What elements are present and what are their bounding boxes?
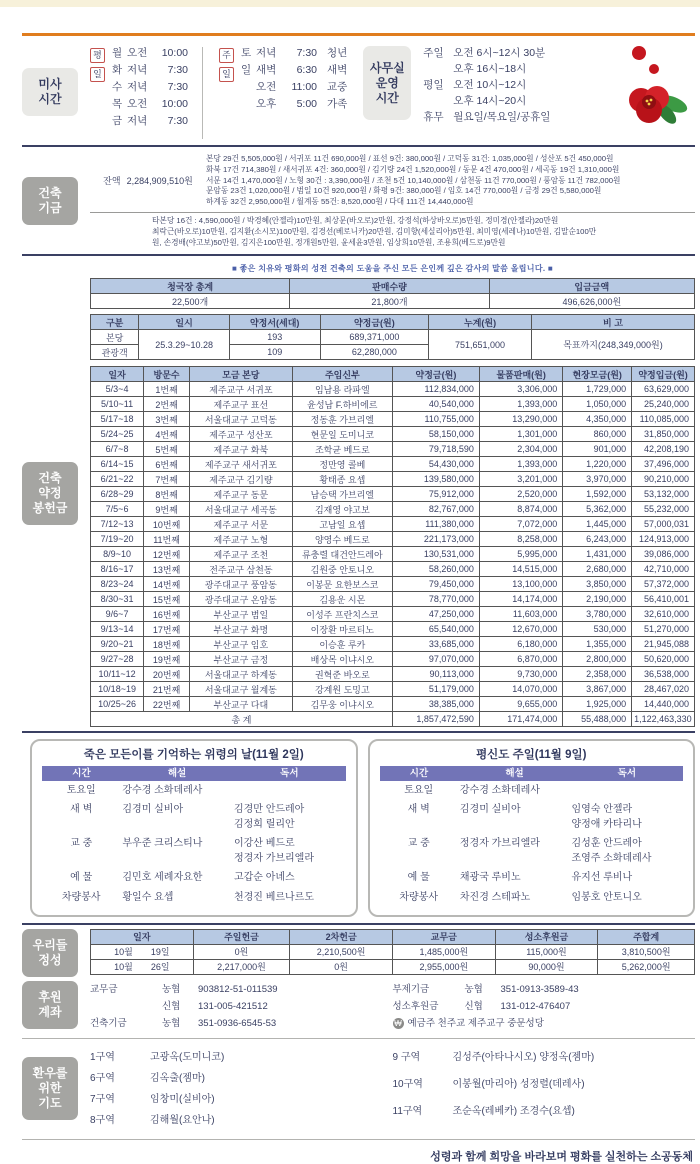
pledge-detail-row: 7/12~13 10번째 제주교구 서문 고남일 요셉 111,380,000 7,072,000 1,445,000 57,000,031 xyxy=(91,517,695,532)
weekday-mass-row: 금 저녁 7:30 xyxy=(112,115,188,127)
sales-summary-row: 22,500개 21,800개 496,626,000원 xyxy=(91,294,695,309)
reader-name: 정경자 가브리엘라 xyxy=(233,852,314,864)
duty-row: 토요일 강수경 소화데레사 xyxy=(66,784,203,796)
memorial-duty-box: 죽은 모든이를 기억하는 위령의 날(11월 2일) 시간 해설 독서 토요일 강수경 소화데레사 새 벽 김경미 실비아 김경만 안드레아 김정희 릴리안 교 중 부우준 크리스티나 이강산 베드로 정경자 가브리엘라 예 물 김민호 세례자요한 고갑순 아녜스 차량봉사 황일수 요셉 천경진 베르나르도 xyxy=(30,739,358,917)
weekday-badge: 일 xyxy=(90,67,105,82)
office-hours-row: 오후 14시~20시 xyxy=(453,95,527,107)
duty-row: 토요일 강수경 소화데레사 xyxy=(404,784,540,796)
pledge-summary-table: 구분 일시 약정서(세대) 약정금(원) 누계(원) 비 고 본당 25.3.29~10.28 193 689,371,000 751,651,000 목표까지(248,349,000원) 관광객 109 62,280,000 xyxy=(90,314,695,360)
pledge-summary-row: 본당 25.3.29~10.28 193 689,371,000 751,651,000 목표까지(248,349,000원) xyxy=(91,330,695,345)
duty-row: 교 중 부우준 크리스티나 이강산 베드로 정경자 가브리엘라 xyxy=(42,835,346,869)
fund-other-line: 원, 손경배(야고보)50만원, 김지은100만원, 정개원5만원, 윤세윤3만원, 임상희10만원, 조용희(베드로)9만원 xyxy=(152,237,506,247)
account-holder: ₩ 예금주 천주교 제주교구 중문성당 xyxy=(394,1017,544,1029)
pledge-section xyxy=(22,260,695,727)
fund-detail-line: 서문 14건 1,470,000원 / 노형 30건 : 3,390,000원 / 조천 5건 10,140,000원 / 삼천동 11건 770,000원 / 풍암동 11건 782,000원 xyxy=(206,175,621,185)
prayer-row: 11구역 조순옥(레베카) 조경수(요셉) xyxy=(392,1105,575,1117)
fund-detail-line: 하계동 32건 2,950,000원 / 월계동 55건: 8,520,000원 / 다대 111건 14,440,000원 xyxy=(206,197,474,207)
reader-name: 이강산 베드로 xyxy=(233,838,295,850)
account-row: 교무금 농협 903812-51-011539 xyxy=(90,983,278,995)
weekday-mass-row: 화 저녁 7:30 xyxy=(112,64,188,76)
pledge-detail-row: 6/14~15 6번째 제주교구 새서귀포 정만영 콜베 54,430,000 1,393,000 1,220,000 37,496,000 xyxy=(91,457,695,472)
section-divider xyxy=(22,1139,695,1140)
duty-row: 예 물 채광국 루비노 유지선 루비나 xyxy=(380,869,684,889)
sunday-mass-row: 오후 5:00 가족 xyxy=(256,98,348,110)
prayer-label: 환우를 위한 기도 xyxy=(22,1057,78,1120)
lay-sunday-title: 평신도 주일(11월 9일) xyxy=(476,749,587,762)
accounts-label: 후원 계좌 xyxy=(22,981,78,1029)
fund-other-parish-row xyxy=(90,213,695,250)
prayer-row: 6구역 김옥출(젬마) xyxy=(90,1072,205,1084)
pledge-detail-row: 10/25~26 22번째 부산교구 다대 김무웅 이냐시오 38,385,000 9,655,000 1,925,000 14,440,000 xyxy=(91,697,695,712)
offering-row: 10월 26일 2,217,000원 0원 2,955,000원 90,000원 5,262,000원 xyxy=(91,959,695,974)
weekday-mass-row: 월 오전 10:00 xyxy=(112,47,188,59)
office-hours-row: 오후 16시~18시 xyxy=(453,63,527,75)
mass-times-section xyxy=(22,42,695,141)
prayer-row: 1구역 고광옥(도미니코) xyxy=(90,1051,225,1063)
pledge-detail-row: 9/20~21 18번째 부산교구 임호 이승훈 루카 33,685,000 6,180,000 1,355,000 21,945,088 xyxy=(91,637,695,652)
pledge-detail-row: 6/7~8 5번째 제주교구 화북 조학균 베드로 79,718,590 2,304,000 901,000 42,208,190 xyxy=(91,442,695,457)
fund-detail-line: 문암동 23건 1,020,000원 / 범일 10건 920,000원 / 화평 9건: 380,000원 / 임호 14건 770,000원 / 금정 29건 5,580,000원 xyxy=(206,186,602,196)
duty-row: 예 물 김민호 세례자요한 고갑순 아녜스 xyxy=(42,869,346,889)
section-divider xyxy=(22,145,695,147)
reader-name: 양정애 카타리나 xyxy=(571,818,642,830)
office-hours xyxy=(363,45,550,141)
pledge-detail-row: 9/6~7 16번째 부산교구 범일 이성주 프란치스코 47,250,000 11,603,000 3,780,000 32,610,000 xyxy=(91,607,695,622)
weekday-badge: 평 xyxy=(90,48,105,63)
sunday-mass-row: 오전 11:00 교중 xyxy=(256,81,348,93)
reader-name: 김정희 릴리안 xyxy=(233,818,295,830)
reader-name: 김성훈 안드레아 xyxy=(571,838,642,850)
footer-motto: 성령과 함께 희망을 바라보며 평화를 실천하는 소공동체 xyxy=(430,1150,693,1163)
weekday-masses xyxy=(90,45,188,141)
duty-row: 차량봉사 황일수 요셉 천경진 베르나르도 xyxy=(42,888,346,908)
fund-detail-line: 화북 17건 714,380원 / 새서귀포 4건: 360,000원 / 김기량 24건 1,520,000원 / 동문 4건 470,000원 / 세곡동 19건 1,310,000원 xyxy=(206,164,620,174)
pledge-detail-table: 일자 방문수 모금 본당 주임신부 약정금(원) 물품판매(원) 현장모금(원) 약정입금(원) 5/3~4 1번째 제주교구 서귀포 임남용 라파엘 112,834,000 3,306,000 1,729,000 63,629,000 5/10~11 2번째 제주교구 표선 윤성남 F.하비에르 40,540,000 1,393,000 1,050,000 25,240,000 5/17~18 3번째 서울대교구 고덕동 정동훈 가브리엘 110,755,000 13,290,000 4,350,000 110,085,000 5/24~25 4번째 제주교구 성산포 현문일 도미니코 58,150,000 1,301,000 860,000 31,850,000 6/7~8 5번째 제주교구 화북 조학균 베드로 79,718,590 2,304,000 901,000 42,208,190 6/14~15 6번째 제주교구 새서귀포 정만영 콜베 54,430,000 1,393,000 1,220,000 37,496,000 6/21~22 7번째 제주교구 김기량 황태종 요셉 139,580,000 3,201,000 3,970,000 90,210,000 6/28~29 8번째 제주교구 동문 남승택 가브리엘 75,912,000 2,520,000 1,592,000 53,132,000 7/5~6 9번째 서울대교구 세곡동 김재영 야고보 82,767,000 8,874,000 5,362,000 55,232,000 7/12~13 10번째 제주교구 서문 고남일 요셉 111,380,000 7,072,000 1,445,000 57,000,031 7/19~20 11번째 제주교구 노형 양영수 베드로 221,173,000 8,258,000 6,243,000 124,913,000 8/9~10 12번째 제주교구 조천 류충렬 대건안드레아 130,531,000 5,995,000 1,431,000 39,086,000 8/16~17 13번째 전주교구 삼천동 김원중 안토니오 58,260,000 14,515,000 2,680,000 42,710,000 8/23~24 14번째 광주대교구 풍암동 이봉문 요한보스코 79,450,000 13,100,000 3,850,000 57,372,000 8/30~31 15번째 광주대교구 온암동 김용운 시몬 78,770,000 14,174,000 2,190,000 56,410,001 9/6~7 16번째 부산교구 범일 이성주 프란치스코 47,250,000 11,603,000 3,780,000 32,610,000 9/13~14 17번째 부산교구 화명 이장환 마르티노 65,540,000 12,670,000 530,000 51,270,000 9/20~21 18번째 부산교구 임호 이승훈 루카 33,685,000 6,180,000 1,355,000 21,945,088 9/27~28 19번째 부산교구 금정 배상목 이냐시오 97,070,000 6,870,000 2,800,000 50,620,000 10/11~12 20번째 서울대교구 하계동 권혁준 바오로 90,113,000 9,730,000 2,358,000 36,538,000 10/18~19 21번째 서울대교구 월계동 강계원 도밍고 51,179,000 14,070,000 3,867,000 28,467,020 10/25~26 22번째 부산교구 다대 김무웅 이냐시오 38,385,000 9,655,000 1,925,000 14,440,000 총 계 1,857,472,590 171,474,000 55,488,000 1,122,463,330 xyxy=(90,366,695,727)
thanks-slogan: ■ 좋은 치유와 평화의 성전 건축의 도움을 주신 모든 은인께 깊은 감사의 말씀 올립니다. ■ xyxy=(231,264,554,274)
weekly-offering-section xyxy=(22,929,695,977)
account-row: 신협 131-005-421512 xyxy=(162,1000,268,1012)
fund-balance: 잔액 2,284,909,510원 xyxy=(103,175,193,186)
pledge-detail-row: 5/10~11 2번째 제주교구 표선 윤성남 F.하비에르 40,540,000 1,393,000 1,050,000 25,240,000 xyxy=(91,397,695,412)
memorial-title: 죽은 모든이를 기억하는 위령의 날(11월 2일) xyxy=(83,749,304,762)
sunday-badge: 주 xyxy=(219,48,234,63)
pledge-summary-row: 관광객 109 62,280,000 xyxy=(91,345,695,360)
pledge-detail-row: 7/19~20 11번째 제주교구 노형 양영수 베드로 221,173,000 8,258,000 6,243,000 124,913,000 xyxy=(91,532,695,547)
duty-row: 새 벽 김경미 실비아 임영숙 안젤라 양정애 카타리나 xyxy=(380,801,684,835)
sales-summary-table: 청국장 총계 판매수량 입금금액 22,500개 21,800개 496,626,000원 xyxy=(90,278,695,309)
offering-label: 우리들 정성 xyxy=(22,929,78,977)
mass-times-label: 미사 시간 xyxy=(22,68,78,116)
pledge-detail-row: 8/9~10 12번째 제주교구 조천 류충렬 대건안드레아 130,531,000 5,995,000 1,431,000 39,086,000 xyxy=(91,547,695,562)
prayer-row: 10구역 이봉월(마리아) 성정렬(데레사) xyxy=(392,1078,585,1090)
orange-rule xyxy=(22,33,695,36)
building-fund-section xyxy=(22,151,695,250)
section-divider xyxy=(22,1038,695,1039)
camellia-flower-icon xyxy=(599,42,691,128)
pledge-detail-row: 5/24~25 4번째 제주교구 성산포 현문일 도미니코 58,150,000 1,301,000 860,000 31,850,000 xyxy=(91,427,695,442)
pledge-detail-row: 10/11~12 20번째 서울대교구 하계동 권혁준 바오로 90,113,000 9,730,000 2,358,000 36,538,000 xyxy=(91,667,695,682)
pledge-label: 건축 약정 봉헌금 xyxy=(22,462,78,525)
pledge-detail-row: 6/28~29 8번째 제주교구 동문 남승택 가브리엘 75,912,000 2,520,000 1,592,000 53,132,000 xyxy=(91,487,695,502)
duty-row: 교 중 정경자 가브리엘라 김성훈 안드레아 조영주 소화데레사 xyxy=(380,835,684,869)
reader-name: 고갑순 아녜스 xyxy=(233,872,295,884)
office-hours-row: 평일 오전 10시~12시 xyxy=(423,79,527,91)
sunday-badge: 일 xyxy=(219,67,234,82)
section-divider xyxy=(22,254,695,256)
sunday-mass-row: 일 새벽 6:30 새벽 xyxy=(241,64,348,76)
deposit-holder-icon: ₩ xyxy=(394,1018,402,1028)
reader-name: 조영주 소화데레사 xyxy=(571,852,652,864)
pledge-detail-row: 6/21~22 7번째 제주교구 김기량 황태종 요셉 139,580,000 3,201,000 3,970,000 90,210,000 xyxy=(91,472,695,487)
section-divider xyxy=(22,923,695,925)
building-fund-label: 건축 기금 xyxy=(22,177,78,225)
prayer-row: 8구역 김해월(요안나) xyxy=(90,1114,215,1126)
office-hours-label: 사무실 운영 시간 xyxy=(363,46,411,120)
sunday-mass-row: 토 저녁 7:30 청년 xyxy=(241,47,348,59)
pledge-detail-row: 5/3~4 1번째 제주교구 서귀포 임남용 라파엘 112,834,000 3,306,000 1,729,000 63,629,000 xyxy=(91,382,695,397)
prayer-row: 9 구역 김성주(아타나시오) 양정옥(젬마) xyxy=(392,1051,595,1063)
pledge-detail-row: 8/23~24 14번째 광주대교구 풍암동 이봉문 요한보스코 79,450,000 13,100,000 3,850,000 57,372,000 xyxy=(91,577,695,592)
top-decor-strip xyxy=(0,0,700,7)
account-row: 건축기금 농협 351-0936-6545-53 xyxy=(90,1017,277,1029)
offering-row: 10월 19일 0원 2,210,500원 1,485,000원 115,000원 3,810,500원 xyxy=(91,944,695,959)
section-divider xyxy=(22,731,695,733)
pledge-detail-row: 10/18~19 21번째 서울대교구 월계동 강계원 도밍고 51,179,000 14,070,000 3,867,000 28,467,020 xyxy=(91,682,695,697)
pledge-detail-row: 5/17~18 3번째 서울대교구 고덕동 정동훈 가브리엘 110,755,000 13,290,000 4,350,000 110,085,000 xyxy=(91,412,695,427)
pledge-detail-row: 8/30~31 15번째 광주대교구 온암동 김용운 시몬 78,770,000 14,174,000 2,190,000 56,410,001 xyxy=(91,592,695,607)
reader-name: 임영숙 안젤라 xyxy=(571,804,633,816)
offering-table: 일자 주일헌금 2차헌금 교무금 성소후원금 주합계 10월 19일 0원 2,210,500원 1,485,000원 115,000원 3,810,500원 10월 26일 2,217,000원 0원 2,955,000원 90,000원 5,262,000원 xyxy=(90,929,695,975)
lay-sunday-duty-box: 평신도 주일(11월 9일) 시간 해설 독서 토요일 강수경 소화데레사 새 벽 김경미 실비아 임영숙 안젤라 양정애 카타리나 교 중 정경자 가브리엘라 김성훈 안드레아 조영주 소화데레사 예 물 채광국 루비노 유지선 루비나 차량봉사 차진경 스테파노 임봉호 안토니오 xyxy=(368,739,696,917)
pledge-detail-row: 8/16~17 13번째 전주교구 삼천동 김원중 안토니오 58,260,000 14,515,000 2,680,000 42,710,000 xyxy=(91,562,695,577)
pledge-detail-row: 9/13~14 17번째 부산교구 화명 이장환 마르티노 65,540,000 12,670,000 530,000 51,270,000 xyxy=(91,622,695,637)
fund-detail-line: 본당 29건 5,505,000원 / 서귀포 11건 690,000원 / 표선 9건: 380,000원 / 고덕동 31건: 1,035,000원 / 성산포 5건 450,000원 xyxy=(206,154,614,163)
pledge-total-row: 총 계 1,857,472,590 171,474,000 55,488,000 1,122,463,330 xyxy=(91,712,695,727)
pledge-detail-row: 9/27~28 19번째 부산교구 금정 배상목 이냐시오 97,070,000 6,870,000 2,800,000 50,620,000 xyxy=(91,652,695,667)
reader-name: 천경진 베르나르도 xyxy=(233,891,314,903)
duty-row: 새 벽 김경미 실비아 김경만 안드레아 김정희 릴리안 xyxy=(42,801,346,835)
pledge-detail-row: 7/5~6 9번째 서울대교구 세곡동 김재영 야고보 82,767,000 8,874,000 5,362,000 55,232,000 xyxy=(91,502,695,517)
account-row: 성소후원금 신협 131-012-476407 xyxy=(392,1000,571,1012)
weekday-mass-row: 수 저녁 7:30 xyxy=(112,81,188,93)
office-hours-row: 휴무 월요일/목요일/공휴일 xyxy=(423,111,551,123)
prayer-row: 7구역 임창미(실비아) xyxy=(90,1093,215,1105)
fund-parish-row xyxy=(90,151,695,213)
reader-name: 임봉호 안토니오 xyxy=(571,891,642,903)
fund-other-line: 타본당 16건 : 4,590,000원 / 박경혜(안젤라)10만원, 최상문(바오로)2만원, 강정석(하상바오로)5만원, 정미경(안젤라)20만원 xyxy=(152,215,559,225)
reader-name: 유지선 루비나 xyxy=(571,872,633,884)
sick-prayer-section xyxy=(22,1043,695,1135)
donation-accounts-section xyxy=(22,977,695,1034)
sunday-masses xyxy=(219,45,347,141)
fund-other-line: 최락근(바오로)10만원, 김지환(소시모)100만원, 김경선(베로니카)20만원, 김미향(세실리아)5만원, 최미영(세레나)10만원, 김말순100만 xyxy=(152,226,597,236)
reader-name: 김경만 안드레아 xyxy=(233,804,305,816)
office-hours-row: 주일 오전 6시~12시 30분 xyxy=(423,47,546,59)
weekday-mass-row: 목 오전 10:00 xyxy=(112,98,188,110)
duty-row: 차량봉사 차진경 스테파노 임봉호 안토니오 xyxy=(380,888,684,908)
vertical-divider xyxy=(202,47,203,139)
account-row: 부제기금 농협 351-0913-3589-43 xyxy=(392,983,579,995)
